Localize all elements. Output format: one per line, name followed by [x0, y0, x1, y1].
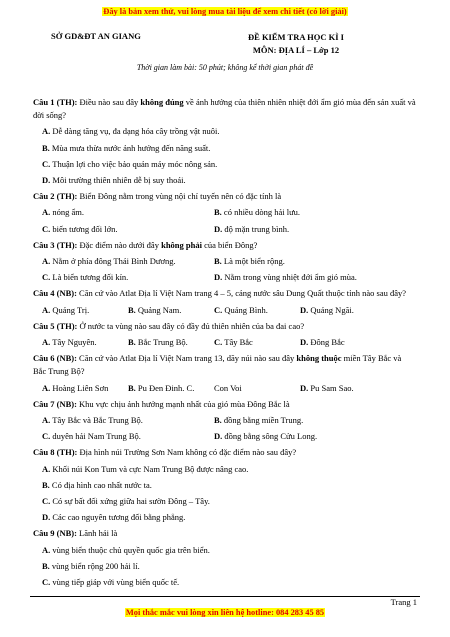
option-text: Các cao nguyên tương đối bằng phẳng.: [52, 512, 186, 523]
option-row: [33, 430, 416, 443]
option-a: [42, 255, 214, 268]
option-text: Thuận lợi cho việc bảo quản máy móc nông sản.: [52, 158, 218, 169]
option-d: [33, 511, 416, 524]
option-letter: C.: [42, 158, 51, 169]
exam-subject: MÔN: ĐỊA LÍ – Lớp 12: [252, 45, 340, 55]
question-number: Câu 2 (TH):: [33, 191, 78, 202]
option-text: Là biển tương đối kín.: [52, 272, 129, 283]
option-letter: D.: [214, 223, 223, 234]
option-text: Pu Sam Sao.: [310, 382, 354, 393]
question-text: Đặc điểm nào dưới đây: [77, 239, 162, 250]
option-letter: D.: [42, 175, 51, 186]
option-b: [33, 479, 416, 492]
option-letter: D.: [42, 512, 51, 523]
option-letter: C.: [214, 304, 223, 315]
option-letter: B.: [42, 142, 50, 153]
option-row: [33, 206, 416, 219]
option-letter: C.: [42, 496, 51, 507]
question-5: [33, 320, 416, 333]
option-b: [128, 382, 214, 395]
option-text: Nằm ở phía đông Thái Bình Dương.: [52, 256, 176, 267]
option-text: nóng ẩm.: [52, 207, 85, 218]
option-text: Đông Bắc: [310, 337, 345, 348]
option-letter: B.: [128, 382, 136, 393]
question-text-end: của biển Đông?: [201, 239, 258, 250]
option-a: [33, 125, 416, 138]
option-c: [42, 223, 214, 236]
option-row: [33, 336, 416, 349]
option-c: [33, 158, 416, 171]
option-letter: A.: [42, 304, 51, 315]
option-b: [214, 414, 386, 427]
question-4: [33, 287, 416, 300]
question-number: Câu 1 (TH):: [33, 97, 78, 107]
footer-divider: [30, 596, 420, 597]
option-b: [128, 336, 214, 349]
question-text: Địa hình núi Trường Sơn Nam không có đặc điểm nào sau đây?: [77, 447, 297, 458]
question-text: Căn cứ vào Atlat Địa lí Việt Nam trang 13, dãy núi nào sau đây: [76, 353, 297, 364]
option-c: [33, 576, 416, 589]
question-8: [33, 446, 416, 459]
question-list: [33, 96, 416, 589]
question-emphasis: không thuộc: [296, 353, 342, 364]
option-letter: B.: [128, 337, 136, 348]
option-letter: D.: [214, 431, 223, 442]
option-text: vùng biển rộng 200 hải lí.: [51, 560, 140, 571]
option-text: vùng biển thuộc chủ quyền quốc gia trên biển.: [52, 544, 210, 555]
question-3: [33, 239, 416, 252]
option-text: Con Voi: [214, 382, 242, 393]
option-c: [42, 430, 214, 443]
option-letter: C.: [214, 337, 223, 348]
option-a: [42, 304, 128, 317]
option-c: [33, 495, 416, 508]
option-c: [214, 304, 300, 317]
option-letter: A.: [42, 415, 51, 426]
option-b: [214, 255, 386, 268]
option-c: [214, 382, 300, 395]
option-text: đồng bằng sông Cửu Long.: [224, 431, 318, 442]
department-name: SỞ GD&ĐT AN GIANG: [51, 31, 141, 41]
option-text: Quảng Nam.: [137, 304, 182, 315]
question-text-end: miền Tây Bắc và Bắc Trung Bộ?: [33, 353, 402, 377]
question-number: Câu 8 (TH):: [33, 447, 78, 458]
option-letter: D.: [300, 337, 309, 348]
option-d: [300, 336, 386, 349]
option-text: Hoàng Liên Sơn: [52, 382, 109, 393]
option-text: duyên hải Nam Trung Bộ.: [52, 431, 141, 442]
option-b: [33, 560, 416, 573]
option-letter: D.: [214, 272, 223, 283]
question-number: Câu 3 (TH):: [33, 239, 78, 250]
option-text: Môi trường thiên nhiên dễ bị suy thoái.: [52, 175, 186, 186]
question-text: Biển Đông nằm trong vùng nội chí tuyến nên có đặc tính là: [77, 191, 282, 202]
option-text: vùng tiếp giáp với vùng biển quốc tế.: [52, 577, 180, 588]
option-text: Nằm trong vùng nhiệt đới ẩm gió mùa.: [224, 272, 357, 283]
option-b: [128, 304, 214, 317]
option-letter: B.: [214, 207, 222, 218]
question-text: Điều nào sau đây: [77, 97, 141, 107]
option-letter: C.: [42, 577, 51, 588]
exam-time-text: Thời gian làm bài: 50 phút; không kể thời gian phát đề: [136, 63, 314, 72]
question-number: Câu 5 (TH):: [33, 320, 78, 331]
option-letter: D.: [300, 382, 309, 393]
question-9: [33, 527, 416, 540]
option-letter: A.: [42, 382, 51, 393]
question-1: [33, 96, 416, 122]
question-number: Câu 9 (NB):: [33, 528, 77, 539]
option-d: [214, 271, 386, 284]
option-c: [42, 271, 214, 284]
option-d: [33, 174, 416, 187]
option-text: Có địa hình cao nhất nước ta.: [51, 479, 152, 490]
option-letter: D.: [300, 304, 309, 315]
question-text: Căn cứ vào Atlat Địa lí Việt Nam trang 4 – 5, cảng nước sâu Dung Quất thuộc tỉnh nào sau đây?: [76, 288, 407, 299]
option-a: [42, 382, 128, 395]
option-letter: C.: [42, 272, 51, 283]
option-a: [42, 414, 214, 427]
option-text: Quảng Ngãi.: [310, 304, 354, 315]
option-text: có nhiều dòng hải lưu.: [223, 207, 301, 218]
hotline-banner: [0, 608, 450, 617]
option-letter: A.: [42, 463, 51, 474]
exam-header: [231, 31, 361, 57]
option-text: Tây Bắc: [224, 337, 253, 348]
option-a: [33, 544, 416, 557]
option-text: Bắc Trung Bộ.: [137, 337, 188, 348]
option-d: [300, 304, 386, 317]
question-2: [33, 190, 416, 203]
question-number: Câu 4 (NB):: [33, 288, 77, 299]
question-emphasis: không đúng: [140, 97, 184, 107]
option-text: Quảng Trị.: [52, 304, 90, 315]
question-6: [33, 352, 416, 378]
option-letter: B.: [42, 479, 50, 490]
option-text: đồng bằng miền Trung.: [223, 415, 304, 426]
option-letter: B.: [42, 560, 50, 571]
option-letter: B.: [128, 304, 136, 315]
option-letter: B.: [214, 256, 222, 267]
option-d: [300, 382, 386, 395]
option-letter: A.: [42, 337, 51, 348]
option-text: Dễ dàng tăng vụ, đa dạng hóa cây trồng vật nuôi.: [52, 126, 220, 137]
option-text: Quảng Bình.: [224, 304, 268, 315]
option-text: biến tương đối lớn.: [52, 223, 118, 234]
question-7: [33, 398, 416, 411]
option-row: [33, 255, 416, 268]
option-text: Tây Nguyên.: [52, 337, 97, 348]
preview-banner-text: Đây là bản xem thử, vui lòng mua tài liệu để xem chi tiết (có lời giải): [103, 7, 347, 16]
option-b: [33, 142, 416, 155]
question-number: Câu 7 (NB):: [33, 398, 77, 409]
option-text: Tây Bắc và Bắc Trung Bộ.: [52, 415, 143, 426]
option-letter: A.: [42, 126, 51, 137]
option-a: [33, 463, 416, 476]
exam-title: ĐỀ KIỂM TRA HỌC KÌ I: [248, 32, 344, 42]
option-a: [42, 336, 128, 349]
question-emphasis: không phải: [161, 239, 202, 250]
option-row: [33, 271, 416, 284]
question-text: Lãnh hải là: [76, 528, 118, 539]
question-number: Câu 6 (NB):: [33, 353, 77, 364]
preview-banner: [0, 7, 450, 16]
question-text: Khu vực chịu ảnh hưởng mạnh nhất của gió mùa Đông Bắc là: [76, 398, 290, 409]
option-letter: A.: [42, 544, 51, 555]
option-row: [33, 223, 416, 236]
option-letter: B.: [214, 415, 222, 426]
option-text: Là một biển rộng.: [223, 256, 285, 267]
question-text: Ở nước ta vùng nào sau đây có đầy đủ thiên nhiên của ba đai cao?: [77, 320, 305, 331]
option-c: [214, 336, 300, 349]
option-row: [33, 382, 416, 395]
option-d: [214, 223, 386, 236]
option-row: [33, 414, 416, 427]
page-number: Trang 1: [390, 597, 417, 607]
option-a: [42, 206, 214, 219]
option-b: [214, 206, 386, 219]
option-letter: C.: [42, 223, 51, 234]
option-text: độ mặn trung bình.: [224, 223, 290, 234]
option-text: Pu Đen Đinh. C.: [137, 382, 195, 393]
option-row: [33, 304, 416, 317]
option-text: Khối núi Kon Tum và cực Nam Trung Bộ được nâng cao.: [52, 463, 249, 474]
option-letter: A.: [42, 256, 51, 267]
hotline-banner-text: Mọi thắc mắc vui lòng xin liên hệ hotline: 084 283 45 85: [125, 608, 325, 617]
question-text-end: về ảnh hưởng của thiên nhiên nhiệt đới ẩm gió mùa đến sản xuất và đời sống?: [33, 97, 416, 121]
exam-time: [0, 63, 450, 72]
option-letter: A.: [42, 207, 51, 218]
option-d: [214, 430, 386, 443]
option-text: Có sự bất đối xứng giữa hai sườn Đông – Tây.: [52, 496, 210, 507]
option-letter: C.: [42, 431, 51, 442]
option-text: Mùa mưa thừa nước ảnh hưởng đến năng suất.: [51, 142, 211, 153]
